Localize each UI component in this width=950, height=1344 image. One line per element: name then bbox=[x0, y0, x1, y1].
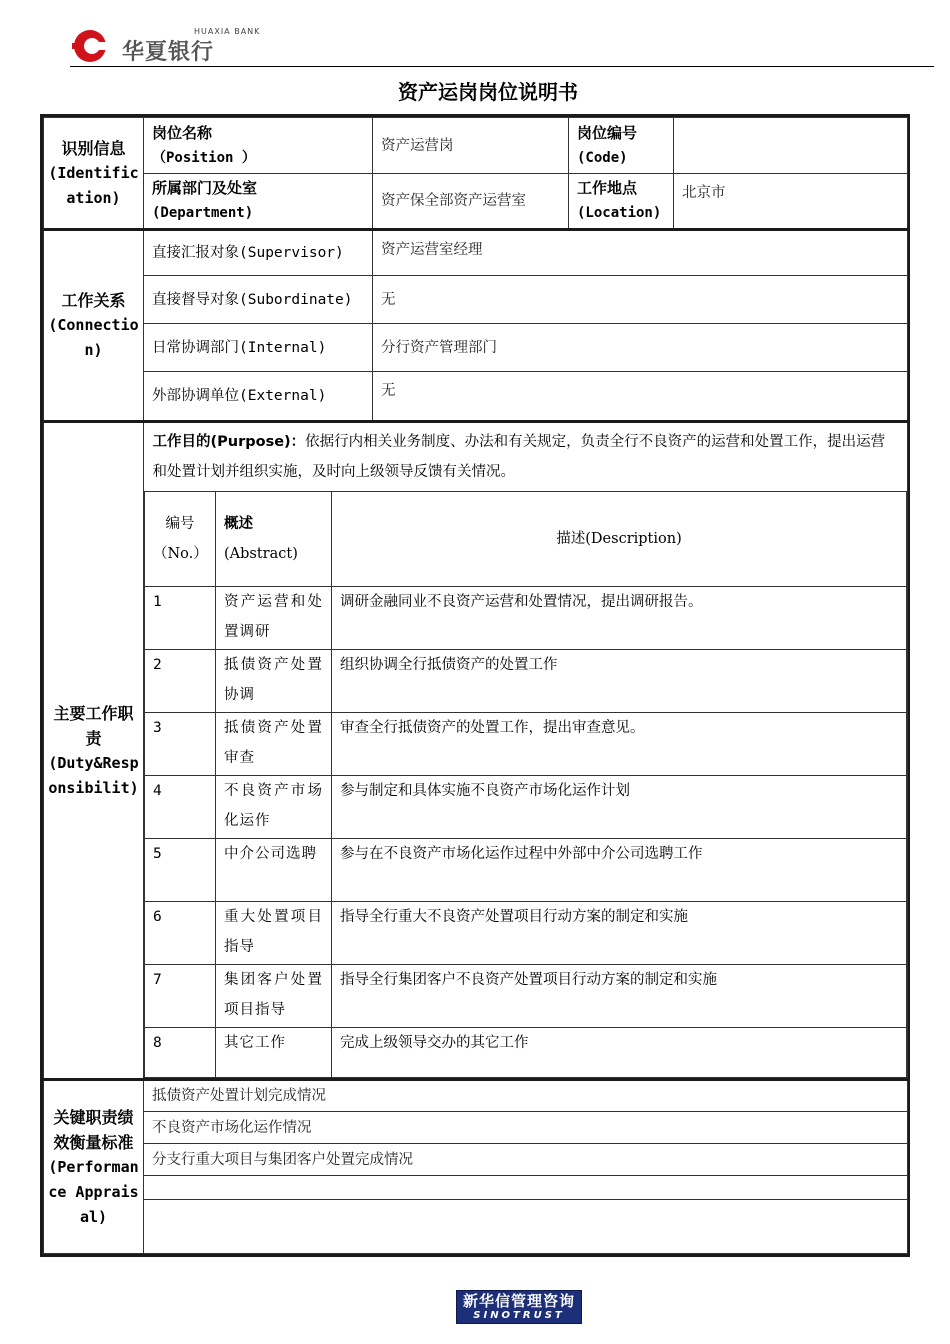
duty-item bbox=[145, 650, 907, 713]
duty-abstract: 其它工作 bbox=[216, 1028, 332, 1078]
duty-abstract: 集团客户处置项目指导 bbox=[216, 965, 332, 1028]
duty-description: 参与在不良资产市场化运作过程中外部中介公司选聘工作 bbox=[332, 839, 907, 902]
sinotrust-logo-cn: 新华信管理咨询 bbox=[462, 1292, 575, 1310]
duties-header-row bbox=[145, 492, 907, 587]
supervisor-label-en: (Supervisor) bbox=[239, 245, 344, 261]
position-code-value bbox=[674, 118, 908, 174]
position-label-cn: 岗位名称 bbox=[152, 123, 213, 142]
col-header-description: 描述(Description) bbox=[332, 492, 907, 587]
duties-label-cn: 主要工作职责 bbox=[53, 703, 134, 748]
department-value: 资产保全部资产运营室 bbox=[373, 174, 569, 230]
performance-label-cn: 关键职责绩效衡量标准 bbox=[53, 1107, 134, 1152]
performance-criterion: 不良资产市场化运作情况 bbox=[144, 1112, 908, 1144]
connection-section-label bbox=[44, 230, 144, 422]
bank-name-en: HUAXIA BANK bbox=[194, 27, 261, 36]
subordinate-label-en: (Subordinate) bbox=[239, 291, 353, 308]
header-divider bbox=[70, 66, 934, 67]
duties-row bbox=[44, 422, 908, 1080]
external-label bbox=[144, 372, 373, 422]
col-header-abstract bbox=[216, 492, 332, 587]
department-label bbox=[144, 174, 373, 230]
purpose-row bbox=[145, 423, 907, 492]
position-name-value: 资产运营岗 bbox=[373, 118, 569, 174]
connection-label-en: (Connection) bbox=[48, 316, 139, 359]
duty-item bbox=[145, 902, 907, 965]
performance-row bbox=[44, 1080, 908, 1112]
duty-abstract: 中介公司选聘 bbox=[216, 839, 332, 902]
external-value: 无 bbox=[373, 372, 908, 422]
external-label-cn: 外部协调单位 bbox=[152, 388, 239, 404]
internal-label bbox=[144, 324, 373, 372]
performance-row bbox=[44, 1112, 908, 1144]
sinotrust-logo bbox=[456, 1290, 582, 1324]
duties-table bbox=[144, 423, 907, 1078]
duty-abstract: 资产运营和处置调研 bbox=[216, 587, 332, 650]
duty-no: 4 bbox=[145, 776, 216, 839]
identification-label-en: (Identification) bbox=[48, 163, 139, 207]
duty-item bbox=[145, 1028, 907, 1078]
duty-item bbox=[145, 776, 907, 839]
performance-criterion bbox=[144, 1200, 908, 1254]
duty-item bbox=[145, 713, 907, 776]
duties-section-label bbox=[44, 422, 144, 1080]
subordinate-value: 无 bbox=[373, 276, 908, 324]
identification-row-position bbox=[44, 118, 908, 174]
department-label-en: (Department) bbox=[152, 205, 254, 221]
duty-abstract: 抵债资产处置协调 bbox=[216, 650, 332, 713]
duty-description: 调研金融同业不良资产运营和处置情况，提出调研报告。 bbox=[332, 587, 907, 650]
duty-item bbox=[145, 839, 907, 902]
internal-value: 分行资产管理部门 bbox=[373, 324, 908, 372]
duties-label-en: (Duty&Responsibilit) bbox=[48, 753, 139, 797]
code-label-en: (Code) bbox=[577, 149, 628, 166]
location-label-cn: 工作地点 bbox=[577, 179, 638, 197]
performance-label-en: (Performance Appraisal) bbox=[48, 1157, 139, 1226]
job-description-table bbox=[43, 117, 908, 1254]
connection-row bbox=[44, 324, 908, 372]
identification-row-department bbox=[44, 174, 908, 230]
performance-criterion: 抵债资产处置计划完成情况 bbox=[144, 1080, 908, 1112]
abstract-header-cn: 概述 bbox=[224, 516, 253, 532]
duty-description: 审查全行抵债资产的处置工作，提出审查意见。 bbox=[332, 713, 907, 776]
duty-no: 7 bbox=[145, 965, 216, 1028]
performance-row bbox=[44, 1200, 908, 1254]
sinotrust-logo-en: SINOTRUST bbox=[473, 1310, 565, 1321]
work-purpose bbox=[145, 423, 907, 492]
duty-abstract: 重大处置项目指导 bbox=[216, 902, 332, 965]
bank-name-cn: 华夏银行 bbox=[122, 40, 215, 65]
connection-label-cn: 工作关系 bbox=[61, 291, 126, 310]
location-label bbox=[569, 174, 674, 230]
job-description-form bbox=[40, 114, 910, 1257]
performance-section-label bbox=[44, 1080, 144, 1254]
location-value: 北京市 bbox=[674, 174, 908, 230]
duty-description: 指导全行集团客户不良资产处置项目行动方案的制定和实施 bbox=[332, 965, 907, 1028]
performance-criterion bbox=[144, 1176, 908, 1200]
internal-label-cn: 日常协调部门 bbox=[152, 339, 239, 356]
supervisor-label bbox=[144, 230, 373, 276]
internal-label-en: (Internal) bbox=[239, 339, 327, 356]
subordinate-label-cn: 直接督导对象 bbox=[152, 291, 239, 308]
location-label-en: (Location) bbox=[577, 205, 662, 221]
position-code-label bbox=[569, 118, 674, 174]
duty-abstract: 不良资产市场化运作 bbox=[216, 776, 332, 839]
position-name-label bbox=[144, 118, 373, 174]
department-label-cn: 所属部门及处室 bbox=[152, 179, 258, 197]
duty-no: 6 bbox=[145, 902, 216, 965]
duty-description: 指导全行重大不良资产处置项目行动方案的制定和实施 bbox=[332, 902, 907, 965]
identification-label-cn: 识别信息 bbox=[61, 138, 126, 158]
identification-section-label bbox=[44, 118, 144, 230]
connection-row bbox=[44, 372, 908, 422]
abstract-header-en: (Abstract) bbox=[224, 546, 298, 562]
supervisor-value: 资产运营室经理 bbox=[373, 230, 908, 276]
duty-no: 3 bbox=[145, 713, 216, 776]
performance-row bbox=[44, 1144, 908, 1176]
duty-abstract: 抵债资产处置审查 bbox=[216, 713, 332, 776]
duty-item bbox=[145, 965, 907, 1028]
performance-row bbox=[44, 1176, 908, 1200]
external-label-en: (External) bbox=[239, 388, 327, 404]
connection-row bbox=[44, 276, 908, 324]
duty-description: 完成上级领导交办的其它工作 bbox=[332, 1028, 907, 1078]
subordinate-label bbox=[144, 276, 373, 324]
document-title: 资产运岗岗位说明书 bbox=[398, 80, 578, 104]
duty-description: 参与制定和具体实施不良资产市场化运作计划 bbox=[332, 776, 907, 839]
code-label-cn: 岗位编号 bbox=[577, 123, 638, 142]
connection-row bbox=[44, 230, 908, 276]
performance-criterion: 分支行重大项目与集团客户处置完成情况 bbox=[144, 1144, 908, 1176]
duty-description: 组织协调全行抵债资产的处置工作 bbox=[332, 650, 907, 713]
duty-no: 5 bbox=[145, 839, 216, 902]
col-header-no: 编号（No.） bbox=[145, 492, 216, 587]
purpose-label: 工作目的(Purpose)： bbox=[152, 434, 306, 450]
huaxia-bank-logo-icon bbox=[70, 26, 112, 64]
duty-no: 2 bbox=[145, 650, 216, 713]
duty-item bbox=[145, 587, 907, 650]
duty-no: 1 bbox=[145, 587, 216, 650]
position-label-en: （Position ） bbox=[152, 149, 256, 166]
duties-content bbox=[144, 422, 908, 1080]
supervisor-label-cn: 直接汇报对象 bbox=[152, 245, 239, 261]
duty-no: 8 bbox=[145, 1028, 216, 1078]
purpose-text: 依据行内相关业务制度、办法和有关规定，负责全行不良资产的运营和处置工作，提出运营和处置计划并组织实施，及时向上级领导反馈有关情况。 bbox=[152, 434, 886, 480]
